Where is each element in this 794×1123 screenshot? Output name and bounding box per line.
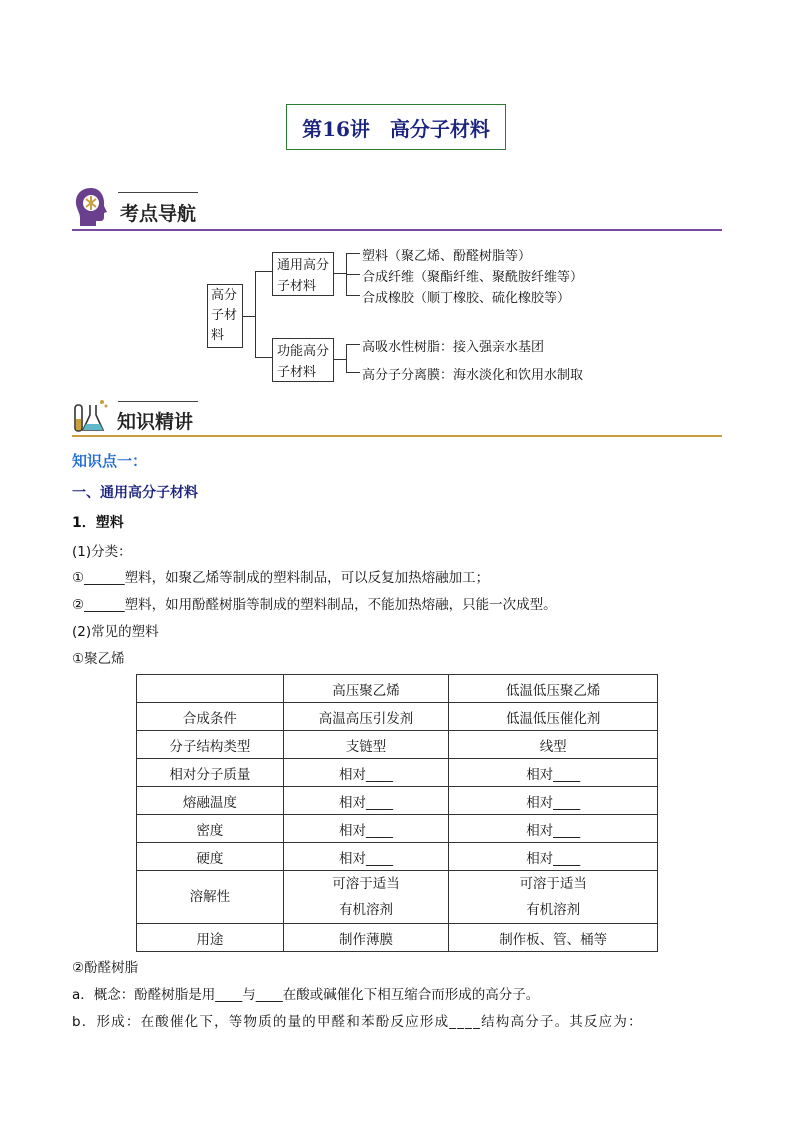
- section-knowledge-heading: 知识精讲: [117, 411, 194, 433]
- diagram-branch2-box: [272, 338, 334, 382]
- table-cell: 相对____: [449, 787, 658, 815]
- page-title-text: 第16讲 高分子材料: [302, 116, 490, 141]
- para-classification: (1)分类：: [72, 544, 132, 560]
- para-concept: a．概念：酚醛树脂是用____与____在酸或碱催化下相互缩合而形成的高分子。: [72, 987, 540, 1003]
- table-cell: 制作板、管、桶等: [449, 924, 658, 952]
- diagram-branch1-item1: 塑料（聚乙烯、酚醛树脂等）: [362, 249, 532, 264]
- diagram-root-line3: 料: [211, 328, 225, 343]
- table-row: [137, 759, 658, 787]
- table-cell: 密度: [137, 815, 284, 843]
- heading-general-polymers: 一、通用高分子材料: [72, 485, 198, 501]
- table-cell: 分子结构类型: [137, 731, 284, 759]
- table-cell: 支链型: [283, 731, 449, 759]
- diagram-branch2-item1: 高吸水性树脂：接入强亲水基团: [362, 340, 545, 355]
- para-thermoplastic: ①______塑料，如聚乙烯等制成的塑料制品，可以反复加热熔融加工；: [72, 570, 490, 586]
- diagram-branch2-bracket: [346, 344, 347, 372]
- solubility-line: 有机溶剂: [526, 902, 581, 918]
- flask-icon: [72, 397, 110, 435]
- nav-rule: [72, 229, 722, 231]
- diagram-bracket-top: [255, 271, 272, 272]
- table-cell: 高温高压引发剂: [283, 703, 449, 731]
- table-cell-solubility-a: [283, 871, 449, 924]
- polyethylene-table: [136, 674, 658, 952]
- nav-top-short-rule: [118, 192, 198, 193]
- table-row: [137, 731, 658, 759]
- table-cell: 用途: [137, 924, 284, 952]
- diagram-branch2-tick1: [346, 344, 360, 345]
- diagram-branch1-box: [272, 252, 334, 296]
- table-cell: 合成条件: [137, 703, 284, 731]
- table-cell: 溶解性: [137, 871, 284, 924]
- table-header-cell: 高压聚乙烯: [283, 675, 449, 703]
- diagram-branch2-line1: 功能高分: [277, 344, 330, 359]
- table-cell: 相对____: [283, 815, 449, 843]
- solubility-line: 可溶于适当: [332, 876, 400, 892]
- diagram-root-line1: 高分: [211, 288, 238, 303]
- diagram-branch1-tick3: [346, 295, 360, 296]
- diagram-root-connector: [243, 316, 255, 317]
- brain-icon: [72, 186, 110, 228]
- table-header-row: [137, 675, 658, 703]
- diagram-branch1-tick2: [346, 274, 360, 275]
- table-row: [137, 843, 658, 871]
- table-row: [137, 871, 658, 924]
- diagram-branch2-item2: 高分子分离膜：海水淡化和饮用水制取: [362, 368, 584, 383]
- diagram-branch1-line2: 子材料: [277, 279, 317, 294]
- table-row: [137, 924, 658, 952]
- table-header-cell: [137, 675, 284, 703]
- solubility-line: 有机溶剂: [339, 902, 394, 918]
- knowledge-top-short-rule: [118, 401, 198, 402]
- table-cell: 相对____: [449, 843, 658, 871]
- table-cell: 制作薄膜: [283, 924, 449, 952]
- table-cell: 硬度: [137, 843, 284, 871]
- diagram-branch1-tick1: [346, 253, 360, 254]
- table-cell: 线型: [449, 731, 658, 759]
- diagram-bracket-bottom: [255, 357, 272, 358]
- solubility-line: 可溶于适当: [519, 876, 587, 892]
- table-cell: 相对____: [449, 759, 658, 787]
- diagram-branch2-connector: [334, 359, 346, 360]
- table-header-cell: 低温低压聚乙烯: [449, 675, 658, 703]
- para-thermoset: ②______塑料，如用酚醛树脂等制成的塑料制品，不能加热熔融，只能一次成型。: [72, 597, 557, 613]
- diagram-branch2-line2: 子材料: [277, 365, 317, 380]
- diagram-main-bracket: [255, 271, 256, 357]
- diagram-root-box: [207, 284, 243, 348]
- diagram-branch1-item2: 合成纤维（聚酯纤维、聚酰胺纤维等）: [362, 270, 584, 285]
- table-row: [137, 787, 658, 815]
- table-row: [137, 815, 658, 843]
- table-cell: 相对____: [283, 759, 449, 787]
- page-title: [286, 104, 506, 150]
- table-cell: 相对____: [449, 815, 658, 843]
- knowledge-point-label: 知识点一：: [72, 452, 148, 470]
- table-cell: 相对____: [283, 843, 449, 871]
- diagram-branch1-line1: 通用高分: [277, 258, 330, 273]
- table-cell-solubility-b: [449, 871, 658, 924]
- table-cell: 低温低压催化剂: [449, 703, 658, 731]
- table-row: [137, 703, 658, 731]
- heading-plastics: 1．塑料: [72, 515, 124, 531]
- para-common-plastics: (2)常见的塑料: [72, 624, 159, 640]
- diagram-root-line2: 子材: [211, 308, 238, 323]
- para-polyethylene: ①聚乙烯: [72, 651, 125, 667]
- diagram-branch1-connector: [334, 273, 346, 274]
- knowledge-rule: [72, 435, 722, 437]
- para-formation: b．形成：在酸催化下，等物质的量的甲醛和苯酚反应形成____结构高分子。其反应为：: [72, 1014, 643, 1030]
- diagram-branch2-tick2: [346, 372, 360, 373]
- diagram-branch1-item3: 合成橡胶（顺丁橡胶、硫化橡胶等）: [362, 291, 571, 306]
- table-cell: 相对分子质量: [137, 759, 284, 787]
- para-phenolic-resin: ②酚醛树脂: [72, 960, 139, 976]
- table-cell: 熔融温度: [137, 787, 284, 815]
- table-cell: 相对____: [283, 787, 449, 815]
- section-nav-heading: 考点导航: [120, 203, 197, 225]
